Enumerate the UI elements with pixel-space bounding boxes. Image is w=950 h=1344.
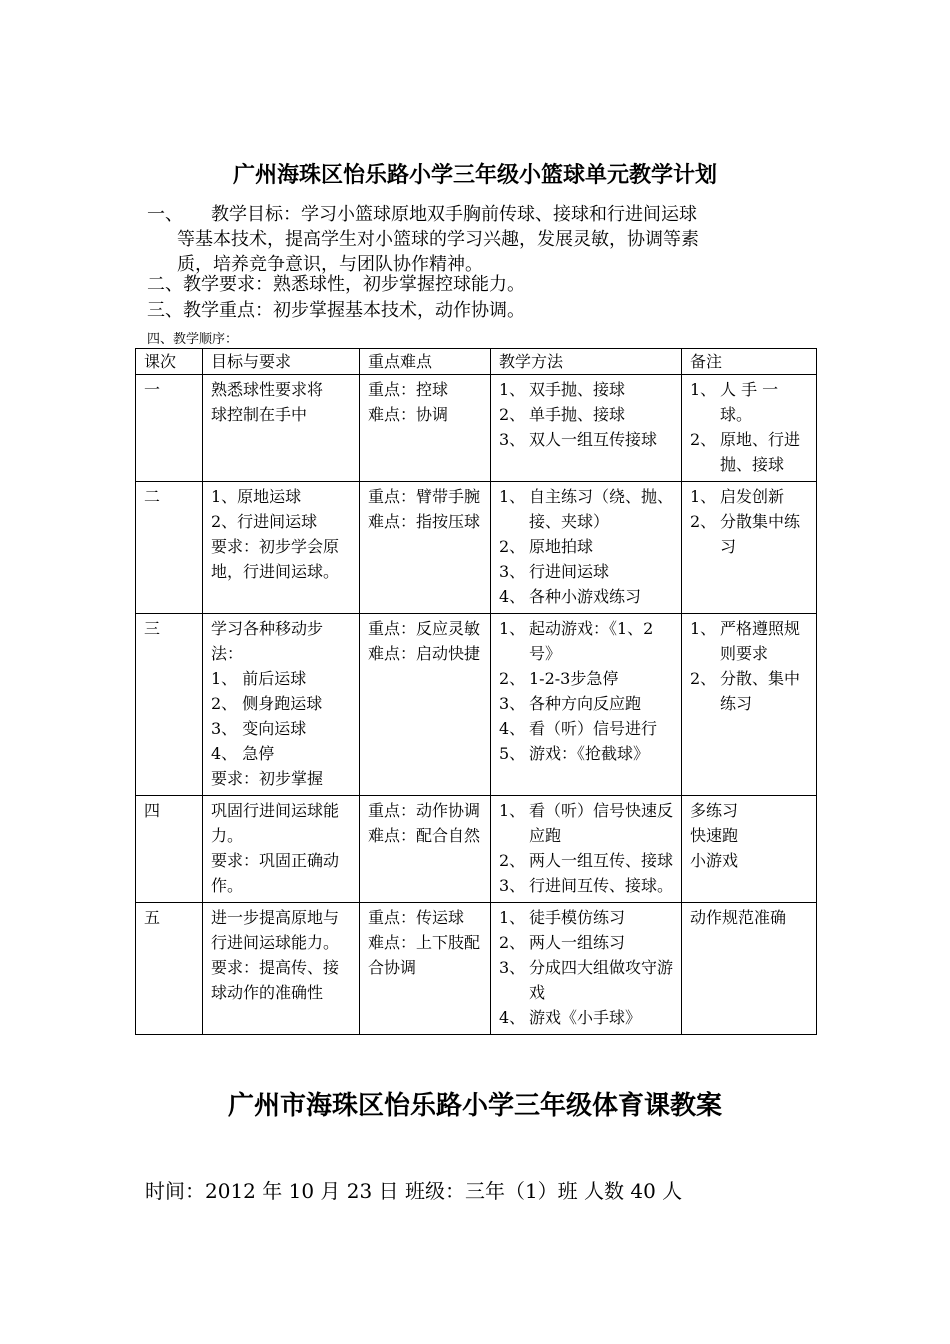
cell-notes [682, 796, 817, 903]
item-number: 1、 [499, 801, 526, 820]
item-text: 徒手模仿练习 [529, 908, 626, 927]
key-point-line: 重点：臂带手腕 [368, 487, 481, 506]
section-number: 一、 [147, 204, 183, 225]
table-header-row [136, 349, 817, 375]
item-number: 1、 [690, 380, 717, 399]
item-number: 3、 [499, 430, 526, 449]
method-item [499, 427, 675, 452]
section-teaching-focus: 三、教学重点：初步掌握基本技术，动作协调。 [147, 300, 525, 321]
method-item [499, 484, 675, 534]
goal-line: 要求：初步掌握 [211, 769, 324, 788]
item-text: 各种方向反应跑 [529, 694, 642, 713]
lesson-info-line: 时间：2012 年 10 月 23 日 班级：三年（1）班 人数 40 人 [145, 1179, 683, 1203]
item-text: 原地、行进抛、接球 [720, 430, 801, 474]
header-methods: 教学方法 [491, 349, 682, 375]
item-number: 1、 [690, 619, 717, 638]
item-text: 游戏《小手球》 [529, 1008, 642, 1027]
method-item [499, 402, 675, 427]
item-text: 分成四大组做攻守游戏 [529, 958, 674, 1002]
item-number: 2、 [499, 933, 526, 952]
note-line: 小游戏 [690, 851, 739, 870]
goal-line: 1、原地运球 [211, 487, 302, 506]
method-item [499, 691, 675, 716]
goal-line: 4、 急停 [211, 744, 275, 763]
item-text: 自主练习（绕、抛、接、夹球） [529, 487, 674, 531]
item-text: 两人一组互传、接球 [529, 851, 674, 870]
note-item [690, 616, 810, 666]
key-point-line: 难点：指按压球 [368, 512, 481, 531]
item-number: 3、 [499, 876, 526, 895]
item-number: 2、 [499, 537, 526, 556]
method-item [499, 584, 675, 609]
method-item [499, 955, 675, 1005]
cell-lesson: 二 [136, 482, 203, 614]
method-item [499, 873, 675, 898]
item-number: 1、 [499, 380, 526, 399]
method-item [499, 616, 675, 666]
table-row [136, 796, 817, 903]
table-row [136, 375, 817, 482]
key-point-line: 难点：配合自然 [368, 826, 481, 845]
table-row [136, 903, 817, 1035]
cell-goal [203, 375, 360, 482]
lesson-title: 广州市海珠区怡乐路小学三年级体育课教案 [227, 1091, 722, 1121]
item-text: 游戏：《抢截球》 [529, 744, 650, 763]
item-number: 1、 [499, 487, 526, 506]
cell-goal [203, 903, 360, 1035]
cell-notes [682, 903, 817, 1035]
key-point-line: 重点：反应灵敏 [368, 619, 481, 638]
cell-notes [682, 482, 817, 614]
lesson-plan-table [135, 348, 817, 1035]
cell-key-points [360, 482, 491, 614]
cell-lesson: 三 [136, 614, 203, 796]
item-text: 原地拍球 [529, 537, 594, 556]
item-number: 2、 [690, 430, 717, 449]
cell-methods [491, 614, 682, 796]
cell-lesson: 一 [136, 375, 203, 482]
method-item [499, 1005, 675, 1030]
cell-key-points [360, 903, 491, 1035]
header-goal: 目标与要求 [203, 349, 360, 375]
item-text: 行进间互传、接球。 [529, 876, 674, 895]
goal-line: 1、 前后运球 [211, 669, 307, 688]
item-text: 1-2-3步急停 [529, 669, 619, 688]
cell-goal [203, 482, 360, 614]
cell-goal [203, 796, 360, 903]
section-teaching-requirement: 二、教学要求：熟悉球性，初步掌握控球能力。 [147, 274, 525, 295]
cell-key-points [360, 614, 491, 796]
header-notes: 备注 [682, 349, 817, 375]
item-text: 分散、集中练习 [720, 669, 801, 713]
method-item [499, 534, 675, 559]
method-item [499, 377, 675, 402]
cell-lesson: 五 [136, 903, 203, 1035]
item-number: 1、 [499, 908, 526, 927]
method-item [499, 559, 675, 584]
item-number: 2、 [499, 669, 526, 688]
item-number: 1、 [499, 619, 526, 638]
item-number: 4、 [499, 719, 526, 738]
table-row [136, 482, 817, 614]
item-text: 各种小游戏练习 [529, 587, 642, 606]
goal-line: 进一步提高原地与行进间运球能力。 [211, 908, 340, 952]
item-number: 3、 [499, 562, 526, 581]
cell-methods [491, 903, 682, 1035]
cell-key-points [360, 375, 491, 482]
note-item [690, 377, 810, 427]
key-point-line: 难点：启动快捷 [368, 644, 481, 663]
note-item [690, 509, 810, 559]
item-text: 看（听）信号快速反应跑 [529, 801, 674, 845]
goal-line: 学习各种移动步法： [211, 619, 324, 663]
item-number: 2、 [499, 405, 526, 424]
header-key-points: 重点难点 [360, 349, 491, 375]
item-number: 2、 [690, 669, 717, 688]
item-number: 2、 [499, 851, 526, 870]
cell-methods [491, 482, 682, 614]
goal-line: 2、行进间运球 [211, 512, 318, 531]
item-number: 3、 [499, 958, 526, 977]
cell-methods [491, 796, 682, 903]
item-text: 起动游戏：《1、2号》 [529, 619, 654, 663]
cell-methods [491, 375, 682, 482]
cell-notes [682, 375, 817, 482]
key-point-line: 难点：上下肢配合协调 [368, 933, 481, 977]
item-number: 2、 [690, 512, 717, 531]
method-item [499, 716, 675, 741]
method-item [499, 848, 675, 873]
cell-key-points [360, 796, 491, 903]
item-text: 启发创新 [720, 487, 785, 506]
cell-notes [682, 614, 817, 796]
note-line: 多练习 [690, 801, 739, 820]
section-teaching-order: 四、教学顺序： [147, 332, 239, 347]
note-line: 快速跑 [690, 826, 739, 845]
key-point-line: 重点：传运球 [368, 908, 465, 927]
key-point-line: 难点：协调 [368, 405, 449, 424]
goal-text-line2: 等基本技术，提高学生对小篮球的学习兴趣，发展灵敏，协调等素 [177, 229, 699, 250]
item-text: 单手抛、接球 [529, 405, 626, 424]
goal-line: 球控制在手中 [211, 405, 308, 424]
goal-line: 3、 变向运球 [211, 719, 307, 738]
item-number: 3、 [499, 694, 526, 713]
goal-line: 2、 侧身跑运球 [211, 694, 323, 713]
item-number: 5、 [499, 744, 526, 763]
item-number: 4、 [499, 587, 526, 606]
item-text: 严格遵照规则要求 [720, 619, 801, 663]
item-text: 人 手 一 球。 [720, 380, 779, 424]
goal-line: 巩固行进间运球能力。 [211, 801, 340, 845]
note-item [690, 427, 810, 477]
item-text: 双手抛、接球 [529, 380, 626, 399]
item-text: 分散集中练习 [720, 512, 801, 556]
note-item [690, 666, 810, 716]
key-point-line: 重点：动作协调 [368, 801, 481, 820]
key-point-line: 重点：控球 [368, 380, 449, 399]
goal-text-line3: 质，培养竞争意识，与团队协作精神。 [177, 254, 483, 275]
plan-title: 广州海珠区怡乐路小学三年级小篮球单元教学计划 [232, 162, 717, 188]
section-teaching-goal [147, 202, 817, 277]
goal-line: 要求：提高传、接球动作的准确性 [211, 958, 340, 1002]
note-item [690, 484, 810, 509]
method-item [499, 905, 675, 930]
item-text: 行进间运球 [529, 562, 610, 581]
goal-line: 要求：巩固正确动作。 [211, 851, 340, 895]
table-row [136, 614, 817, 796]
item-number: 1、 [690, 487, 717, 506]
method-item [499, 741, 675, 766]
cell-lesson: 四 [136, 796, 203, 903]
item-text: 双人一组互传接球 [529, 430, 658, 449]
cell-goal [203, 614, 360, 796]
item-text: 两人一组练习 [529, 933, 626, 952]
goal-line: 熟悉球性要求将 [211, 380, 324, 399]
goal-line: 要求：初步学会原地，行进间运球。 [211, 537, 340, 581]
method-item [499, 930, 675, 955]
goal-text-line1: 教学目标：学习小篮球原地双手胸前传球、接球和行进间运球 [211, 204, 697, 225]
item-text: 看（听）信号进行 [529, 719, 658, 738]
method-item [499, 666, 675, 691]
header-lesson: 课次 [136, 349, 203, 375]
item-number: 4、 [499, 1008, 526, 1027]
note-line: 动作规范准确 [690, 908, 787, 927]
method-item [499, 798, 675, 848]
